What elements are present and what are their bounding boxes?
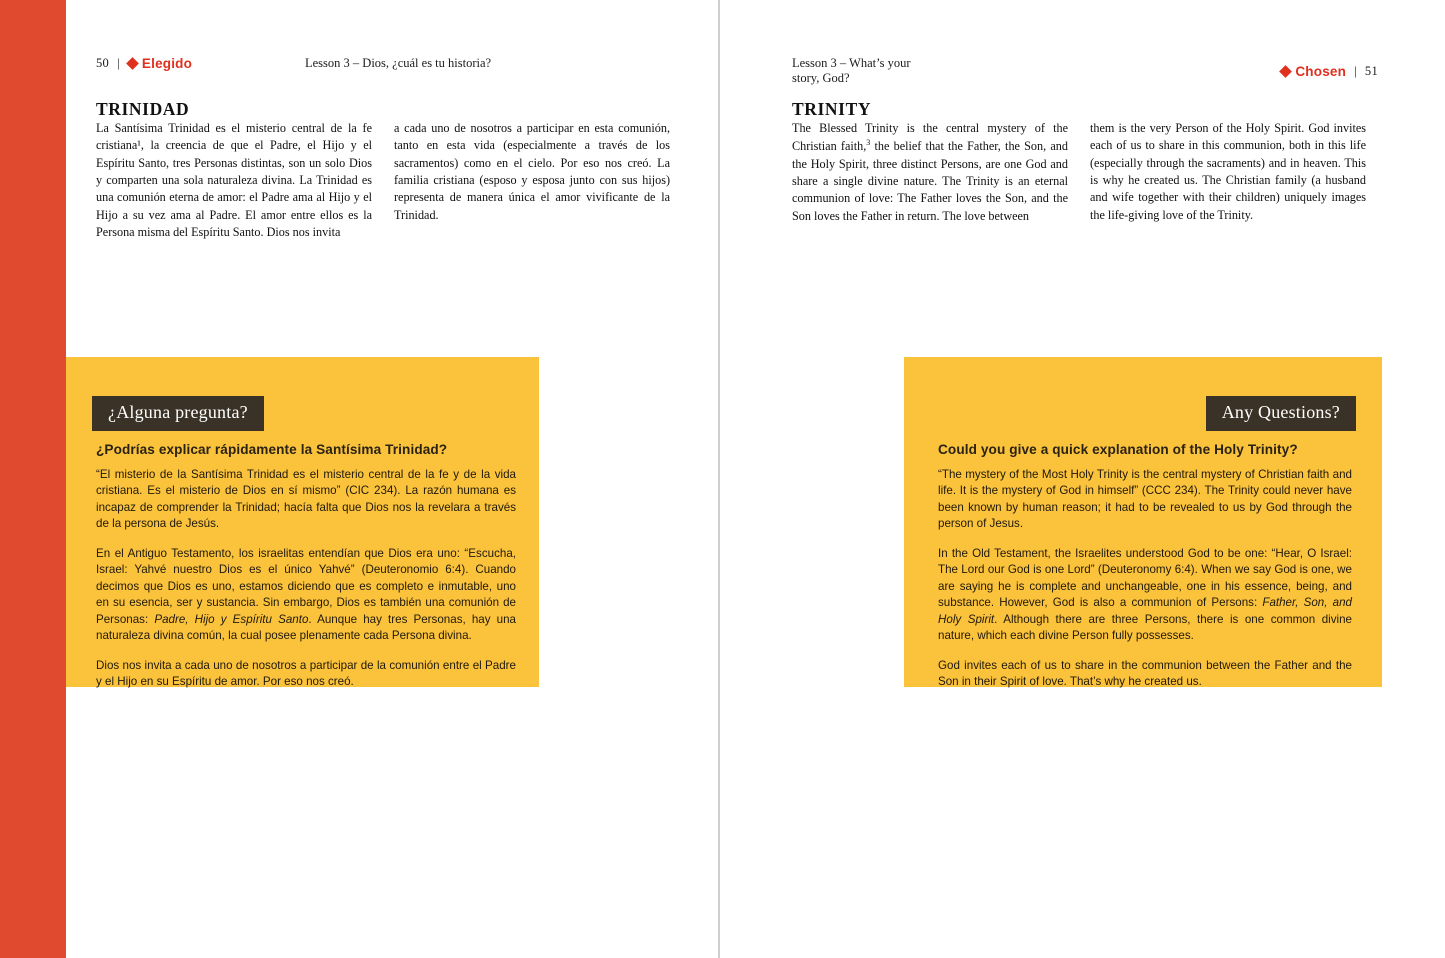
left-callout-tag: ¿Alguna pregunta? <box>92 396 264 431</box>
left-callout-answer <box>96 467 516 690</box>
right-answer-p2-part-a: In the Old Testament, the Israelites understood God to be one: “Hear, O Israel: The Lord our God is one Lord” (Deuteronomy 6:4). When we say God is one, we are saying he is complete and unchangeable, one in his essence, being, and substance. However, God is also a communion of Persons: <box>938 546 1352 610</box>
left-answer-p2-part-a: En el Antiguo Testamento, los israelitas entendían que Dios era uno: “Escucha, Israel: Yahvé nuestro Dios es el único Yahvé” (Deuteronomio 6:4). Cuando decimos que Dios es uno, estamos diciendo que es completo e inmutable, uno en su esencia, ser y sustancia. Sin embargo, Dios es también una comunión de Personas: <box>96 546 516 626</box>
left-running-head <box>96 56 694 78</box>
left-callout-box <box>66 357 539 687</box>
right-running-head <box>792 56 1378 85</box>
left-answer-paragraph-1: “El misterio de la Santísima Trinidad es el misterio central de la fe y de la vida cristiana. Es el misterio de Dios en sí mismo” (CIC 234). La razón humana es incapaz de comprender la Trinidad; hacía falta que Dios nos la revelara a través de la persona de Jesús. <box>96 468 516 531</box>
diamond-icon <box>1279 65 1292 78</box>
right-folio-number: 51 <box>1364 63 1378 78</box>
outer-white-margin <box>1414 0 1445 958</box>
brand-chosen <box>1281 64 1346 79</box>
right-callout-box <box>904 357 1382 687</box>
left-section-title: TRINIDAD <box>96 99 190 119</box>
left-bleed-bar <box>0 0 66 958</box>
right-callout-tag: Any Questions? <box>1206 396 1356 431</box>
right-column-1-part-a: The Blessed Trinity is the central mystery of the Christian faith, <box>792 121 1068 154</box>
left-running-head-title: Lesson 3 – Dios, ¿cuál es tu historia? <box>305 56 492 70</box>
right-callout-answer <box>938 467 1352 690</box>
right-folio-divider: | <box>1354 63 1357 78</box>
left-column-2-text: a cada uno de nosotros a participar en esta comunión, tanto en esta vida (especialmente a través de los sacramentos) como en el cielo. Por eso nos creó. La familia cristiana (esposo y esposa junto con sus hijos) representa de manera única el amor vivificante de la Trinidad. <box>394 121 670 222</box>
left-folio-number: 50 <box>96 56 110 70</box>
right-column-1-part-b: the belief that the Father, the Son, and the Holy Spirit, three distinct Persons, are one God and share a single divine nature. The Trinity is an eternal communion of love: The Father loves the Son, and the Son loves the Father in return. The love between <box>792 139 1068 223</box>
right-callout-question: Could you give a quick explanation of the Holy Trinity? <box>938 442 1298 457</box>
left-callout-question: ¿Podrías explicar rápidamente la Santísima Trinidad? <box>96 442 448 457</box>
right-answer-p2-part-b: . Although there are three Persons, there is one common divine nature, which each divine Person fully possesses. <box>938 612 1352 643</box>
left-body-columns <box>96 120 670 241</box>
right-column-1 <box>792 120 1068 225</box>
right-column-1-text <box>792 120 1068 225</box>
right-answer-paragraph-3: God invites each of us to share in the communion between the Father and the Son in their Spirit of love. That’s why he created us. <box>938 658 1352 688</box>
right-answer-paragraph-1: “The mystery of the Most Holy Trinity is the central mystery of Christian faith and life. It is the mystery of God in himself” (CCC 234). The Trinity could never have been known by human reason; it had to be revealed to us by God through the person of Jesus. <box>938 468 1352 531</box>
left-column-1-text: La Santísima Trinidad es el misterio central de la fe cristiana¹, la creencia de que el Padre, el Hijo y el Espíritu Santo, tres Personas distintas, son un solo Dios y comparten una sola naturaleza divina. La Trinidad es una comunión eterna de amor: el Padre ama al Hijo y el Hijo a su vez ama al Padre. El amor entre ellos es la Persona misma del Espíritu Santo. Dios nos invita <box>96 121 372 239</box>
left-answer-p2-italic: Padre, Hijo y Espíritu Santo <box>154 612 309 626</box>
right-column-2-text: them is the very Person of the Holy Spirit. God invites each of us to share in this communion, both in this life (especially through the sacraments) and in heaven. This is why he created us. The Christian family (a husband and wife together with their children) uniquely images the life-giving love of the Trinity. <box>1090 121 1366 222</box>
left-folio-divider: | <box>117 56 120 70</box>
right-running-head-title: Lesson 3 – What’s your story, God? <box>792 56 911 85</box>
right-answer-p2-italic: Father, Son, and Holy Spirit <box>938 596 1352 626</box>
left-answer-p2-part-b: . Aunque hay tres Personas, hay una naturaleza divina común, la cual posee plenamente cada Persona divina. <box>96 612 517 643</box>
footnote-marker-3: 3 <box>866 138 871 148</box>
right-answer-paragraph-2 <box>938 546 1352 645</box>
brand-label: Chosen <box>1295 63 1347 79</box>
left-answer-paragraph-2 <box>96 546 516 645</box>
right-body-columns <box>792 120 1366 225</box>
right-section-title: TRINITY <box>792 99 872 119</box>
brand-label: Elegido <box>141 56 193 71</box>
diamond-icon <box>126 57 139 70</box>
left-column-1 <box>96 120 372 241</box>
brand-elegido <box>128 56 192 71</box>
left-answer-paragraph-3: Dios nos invita a cada uno de nosotros a participar de la comunión entre el Padre y el Hijo en su Espíritu de amor. Por eso nos creó. <box>96 658 516 688</box>
left-column-2 <box>394 120 670 241</box>
right-column-2 <box>1090 120 1366 225</box>
